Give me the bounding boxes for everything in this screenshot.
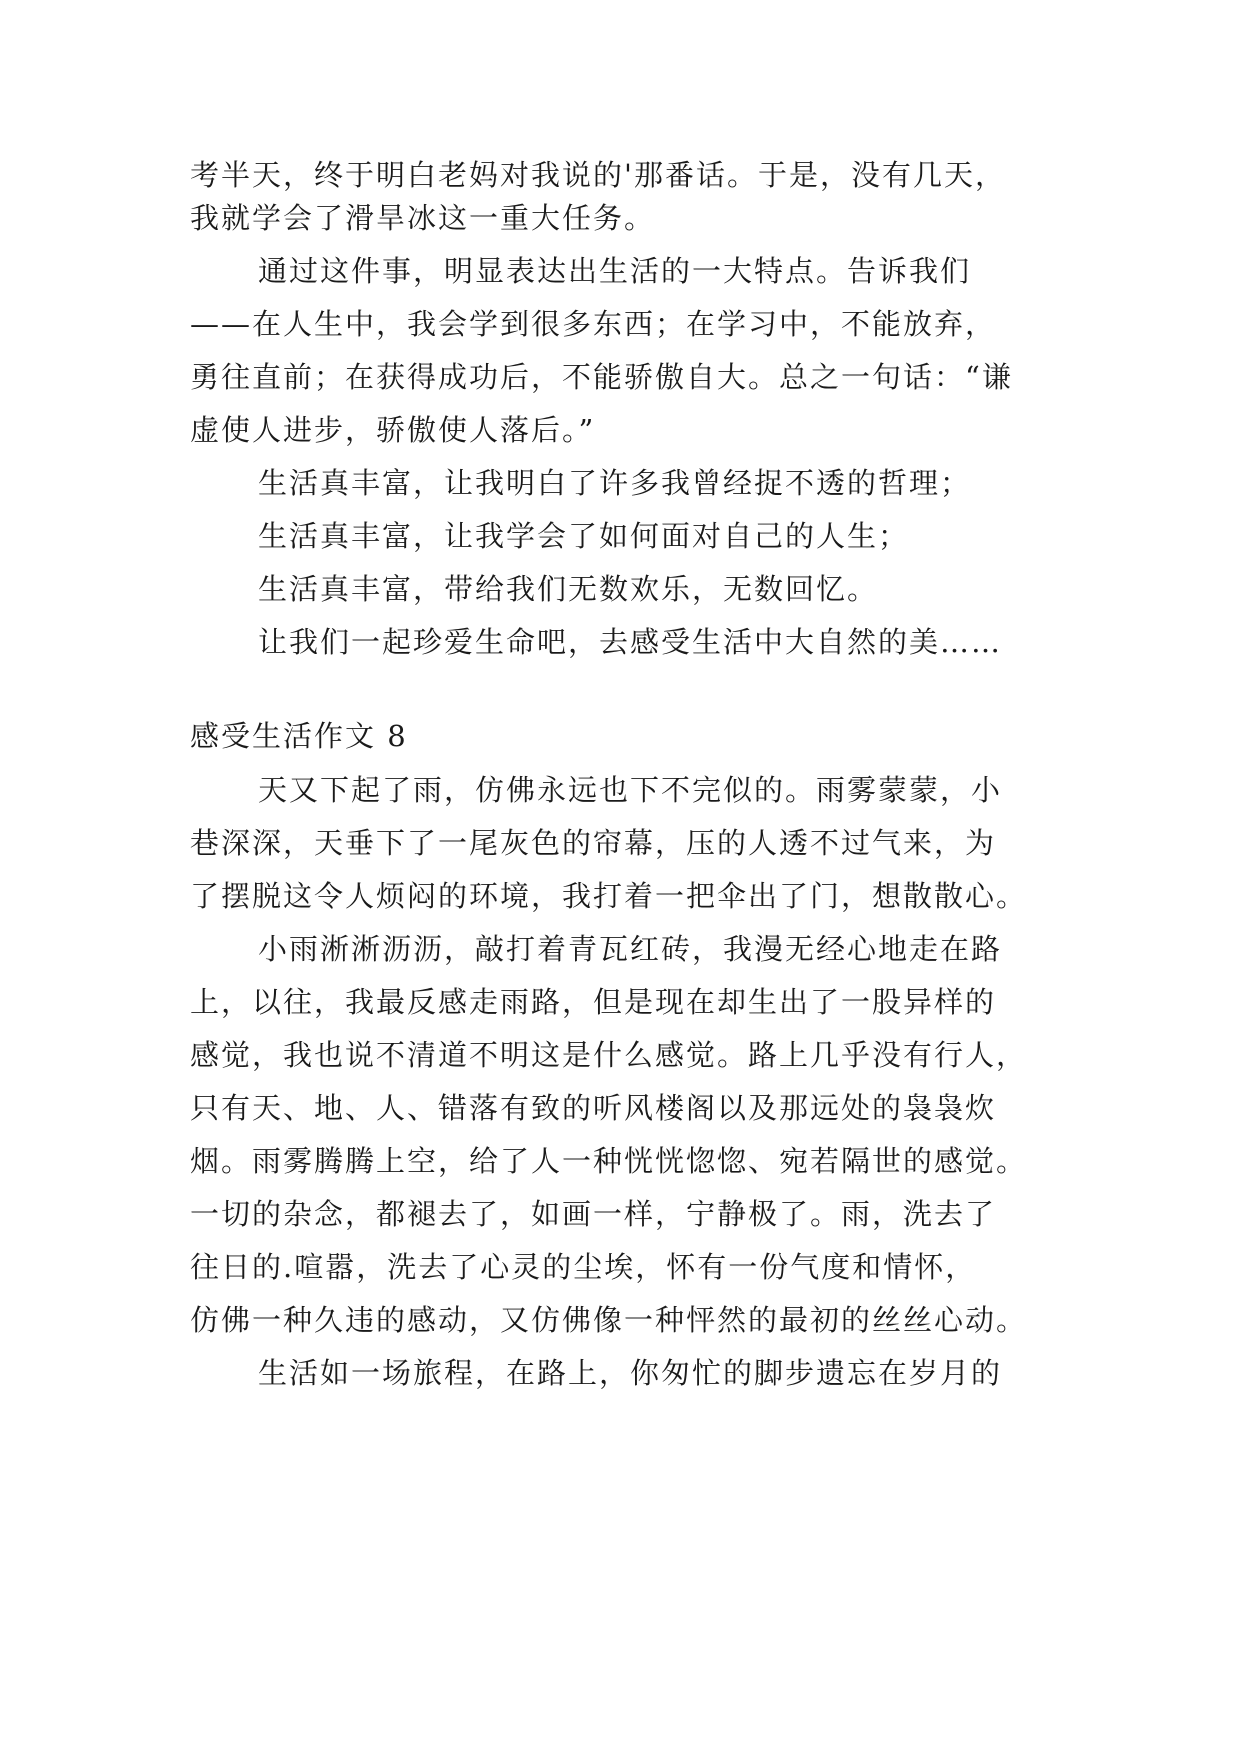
text-line: 生活真丰富，让我明白了许多我曾经捉不透的哲理； bbox=[258, 466, 972, 500]
text-line: 让我们一起珍爱生命吧，去感受生活中大自然的美…… bbox=[258, 625, 1003, 659]
text-line: 生活真丰富，带给我们无数欢乐，无数回忆。 bbox=[258, 572, 879, 606]
section-heading: 感受生活作文 8 bbox=[190, 719, 408, 753]
text-line: 往日的.喧嚣，洗去了心灵的尘埃，怀有一份气度和情怀， bbox=[190, 1250, 977, 1284]
text-line: 勇往直前；在获得成功后，不能骄傲自大。总之一句话：“谦 bbox=[190, 360, 1013, 394]
text-line: 生活真丰富，让我学会了如何面对自己的人生； bbox=[258, 519, 910, 553]
text-line: 天又下起了雨，仿佛永远也下不完似的。雨雾蒙蒙，小 bbox=[258, 773, 1003, 807]
text-line: 感觉，我也说不清道不明这是什么感觉。路上几乎没有行人， bbox=[190, 1038, 1028, 1072]
text-line: 了摆脱这令人烦闷的环境，我打着一把伞出了门，想散散心。 bbox=[190, 879, 1028, 913]
text-line: 一切的杂念，都褪去了，如画一样，宁静极了。雨，洗去了 bbox=[190, 1197, 997, 1231]
text-line: 仿佛一种久违的感动，又仿佛像一种怦然的最初的丝丝心动。 bbox=[190, 1303, 1028, 1337]
text-line: 虚使人进步，骄傲使人落后。” bbox=[190, 413, 596, 447]
text-line: 烟。雨雾腾腾上空，给了人一种恍恍惚惚、宛若隔世的感觉。 bbox=[190, 1144, 1028, 1178]
text-line: 小雨淅淅沥沥，敲打着青瓦红砖，我漫无经心地走在路 bbox=[258, 932, 1003, 966]
text-line: ——在人生中，我会学到很多东西；在学习中，不能放弃， bbox=[190, 307, 997, 341]
text-line: 我就学会了滑旱冰这一重大任务。 bbox=[190, 201, 656, 235]
text-line: 巷深深，天垂下了一尾灰色的帘幕，压的人透不过气来，为 bbox=[190, 826, 997, 860]
text-line: 只有天、地、人、错落有致的听风楼阁以及那远处的袅袅炊 bbox=[190, 1091, 997, 1125]
text-line: 通过这件事，明显表达出生活的一大特点。告诉我们 bbox=[258, 254, 972, 288]
text-line: 考半天，终于明白老妈对我说的'那番话。于是，没有几天， bbox=[190, 158, 1006, 192]
text-line: 生活如一场旅程，在路上，你匆忙的脚步遗忘在岁月的 bbox=[258, 1356, 1003, 1390]
text-line: 上，以往，我最反感走雨路，但是现在却生出了一股异样的 bbox=[190, 985, 997, 1019]
